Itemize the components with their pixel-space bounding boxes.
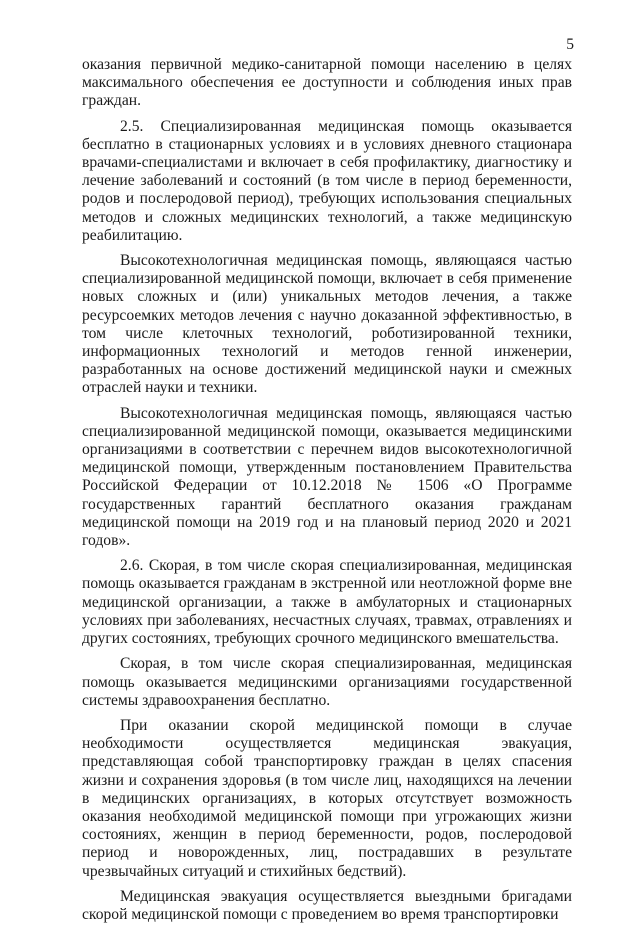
paragraph-emergency-care-free: Скорая, в том числе скорая специализированная, медицинская помощь оказывается медицинскими организациями государственной системы здравоохранения бесплатно. xyxy=(82,655,572,709)
paragraph-medical-evacuation: При оказании скорой медицинской помощи в случае необходимости осуществляется медицинская эвакуация, представляющая собой транспортировку граждан в целях спасения жизни и сохранения здоровья (в том числе лиц, находящихся на лечении в медицинских организациях, в которых отсутствует возможность оказания необходимой медицинской помощи при угрожающих жизни состояниях, женщин в период беременности, родов, послеродовой период и новорожденных, лиц, пострадавших в результате чрезвычайных ситуаций и стихийных бедствий). xyxy=(82,716,572,880)
paragraph-high-tech-care-definition: Высокотехнологичная медицинская помощь, являющаяся частью специализированной медицинской помощи, включает в себя применение новых сложных и (или) уникальных методов лечения, а также ресурсоемких методов лечения с научно доказанной эффективностью, в том числе клеточных технологий, роботизированной техники, информационных технологий и методов генной инженерии, разработанных на основе достижений медицинской науки и смежных отраслей науки и техники. xyxy=(82,252,572,397)
paragraph-2-5-specialized-care: 2.5. Специализированная медицинская помощь оказывается бесплатно в стационарных условиях и в условиях дневного стационара врачами-специалистами и включает в себя профилактику, диагностику и лечение заболеваний и состояний (в том числе в период беременности, родов и послеродовой период), требующих использования специальных методов и сложных медицинских технологий, а также медицинскую реабилитацию. xyxy=(82,117,572,244)
paragraph-high-tech-care-provision: Высокотехнологичная медицинская помощь, являющаяся частью специализированной медицинской помощи, оказывается медицинскими организациями в соответствии с перечнем видов высокотехнологичной медицинской помощи, утвержденным постановлением Правительства Российской Федерации от 10.12.2018 № 1506 «О Программе государственных гарантий бесплатного оказания гражданам медицинской помощи на 2019 год и на плановый период 2020 и 2021 годов». xyxy=(82,404,572,550)
paragraph-evacuation-brigades: Медицинская эвакуация осуществляется выездными бригадами скорой медицинской помощи с проведением во время транспортировки xyxy=(82,887,572,923)
paragraph-2-6-emergency-care: 2.6. Скорая, в том числе скорая специализированная, медицинская помощь оказывается гражданам в экстренной или неотложной форме вне медицинской организации, а также в амбулаторных и стационарных условиях при заболеваниях, несчастных случаях, травмах, отравлениях и других состояниях, требующих срочного медицинского вмешательства. xyxy=(82,557,572,648)
page-number: 5 xyxy=(566,36,574,53)
document-body xyxy=(82,56,572,931)
paragraph-continuation: оказания первичной медико-санитарной помощи населению в целях максимального обеспечения ее доступности и соблюдения иных прав граждан. xyxy=(82,56,572,110)
